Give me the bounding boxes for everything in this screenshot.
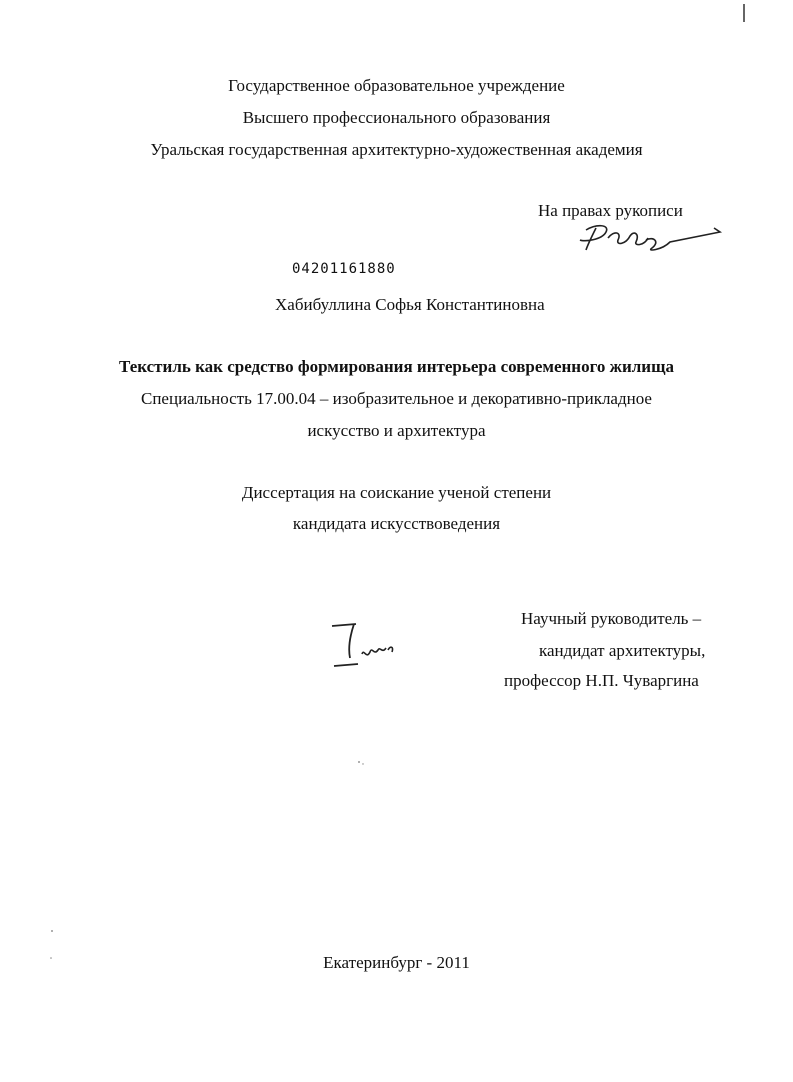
author-name: Хабибуллина Софья Константиновна — [275, 295, 545, 314]
supervisor-line-2: кандидат архитектуры, — [539, 641, 706, 660]
institution-line-3: Уральская государственная архитектурно-художественная академия — [150, 140, 643, 159]
manuscript-note: На правах рукописи — [538, 201, 683, 220]
scan-speck — [356, 758, 366, 768]
city-year: Екатеринбург - 2011 — [323, 953, 470, 972]
degree-line-2: кандидата искусствоведения — [292, 514, 501, 533]
signature-middle — [328, 620, 408, 674]
thesis-title: Текстиль как средство формирования интерьера современного жилища — [119, 357, 674, 376]
supervisor-line-1: Научный руководитель – — [521, 609, 702, 628]
scan-edge-mark — [742, 4, 746, 24]
specialty-line-1: Специальность 17.00.04 – изобразительное и декоративно-прикладное — [141, 389, 652, 408]
supervisor-line-3: профессор Н.П. Чуваргина — [504, 671, 699, 690]
institution-line-2: Высшего профессионального образования — [242, 108, 551, 127]
signature-top — [574, 218, 726, 258]
specialty-line-2: искусство и архитектура — [307, 421, 486, 440]
catalog-number: 04201161880 — [292, 261, 396, 277]
institution-line-1: Государственное образовательное учреждение — [228, 76, 565, 95]
degree-line-1: Диссертация на соискание ученой степени — [241, 483, 552, 502]
